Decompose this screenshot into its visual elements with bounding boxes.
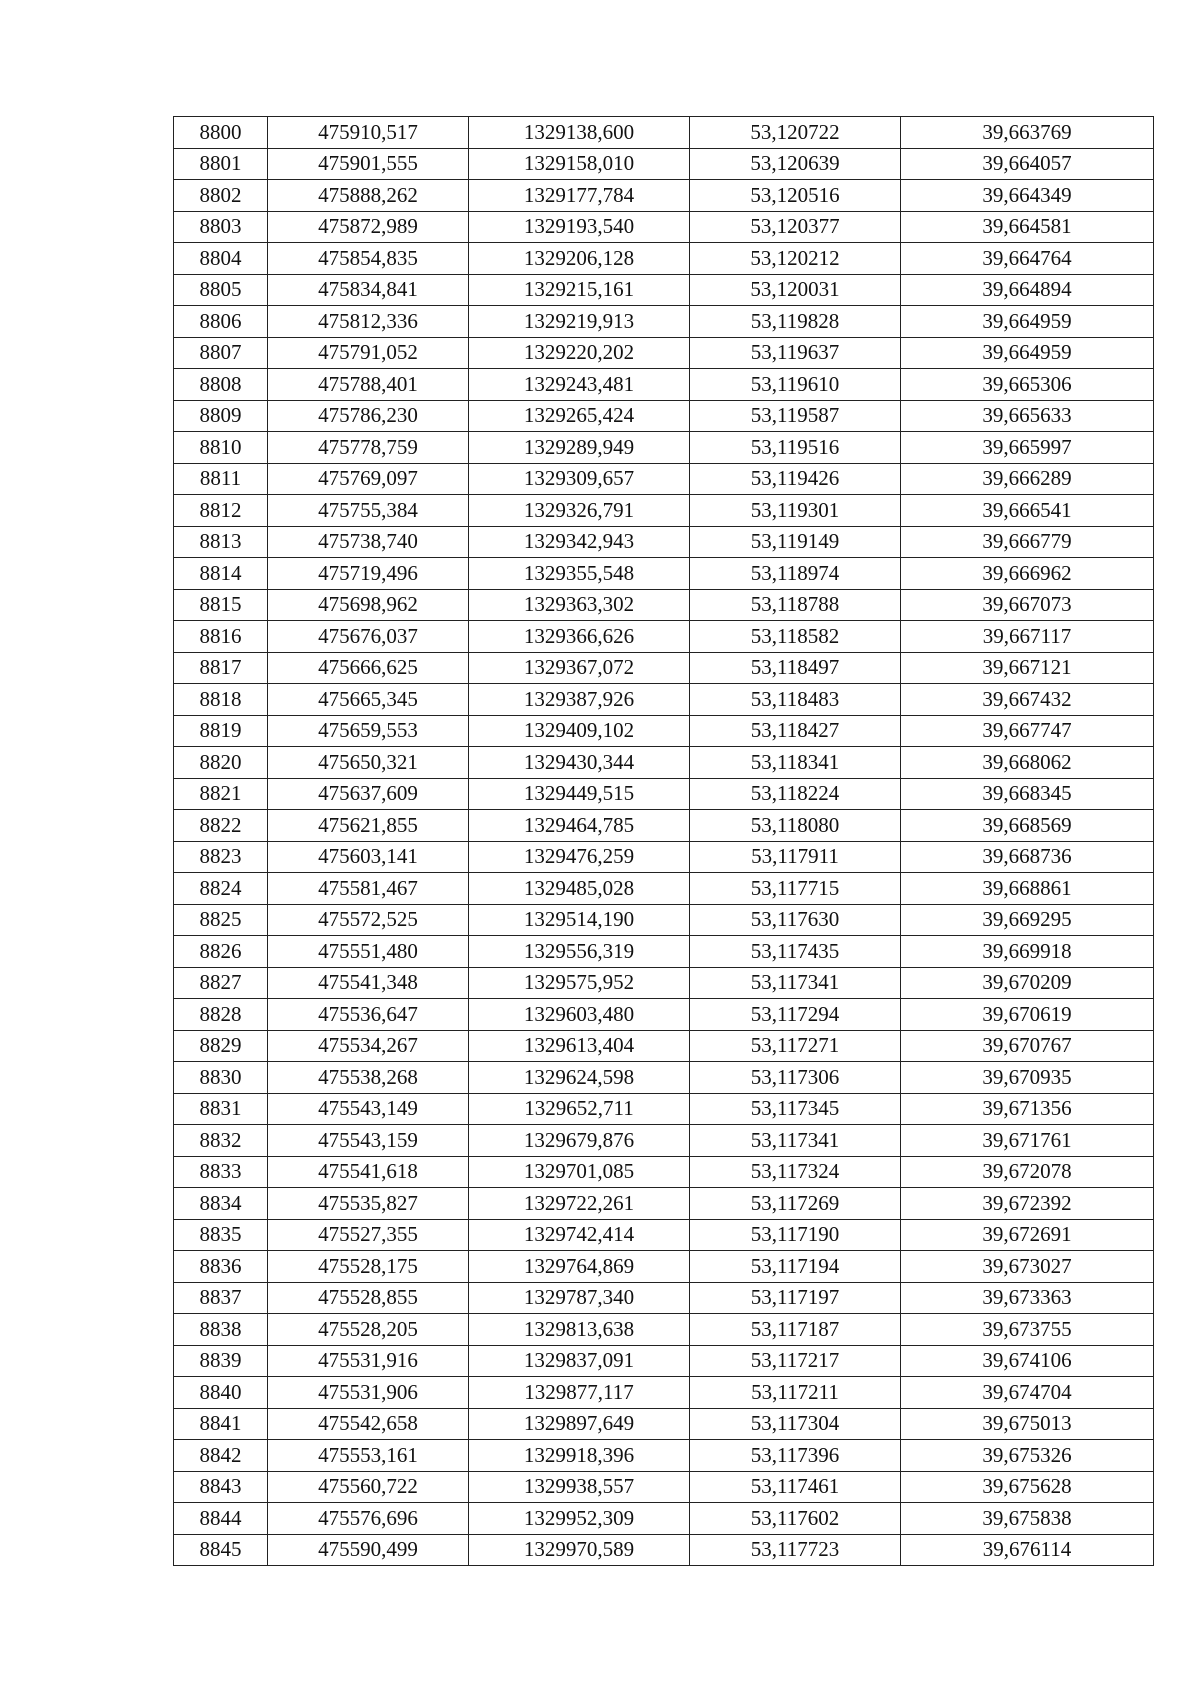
longitude-cell: 39,665306 — [901, 369, 1154, 401]
table-row — [174, 1251, 1154, 1283]
longitude-cell: 39,668062 — [901, 747, 1154, 779]
y-coordinate-cell: 1329366,626 — [469, 621, 690, 653]
point-number-cell: 8837 — [174, 1282, 268, 1314]
latitude-cell: 53,117341 — [690, 1125, 901, 1157]
x-coordinate-cell: 475581,467 — [268, 873, 469, 905]
latitude-cell: 53,117723 — [690, 1534, 901, 1566]
point-number-cell: 8830 — [174, 1062, 268, 1094]
latitude-cell: 53,117194 — [690, 1251, 901, 1283]
longitude-cell: 39,675013 — [901, 1408, 1154, 1440]
y-coordinate-cell: 1329219,913 — [469, 306, 690, 338]
point-number-cell: 8819 — [174, 715, 268, 747]
longitude-cell: 39,664764 — [901, 243, 1154, 275]
point-number-cell: 8824 — [174, 873, 268, 905]
table-row — [174, 463, 1154, 495]
y-coordinate-cell: 1329813,638 — [469, 1314, 690, 1346]
y-coordinate-cell: 1329877,117 — [469, 1377, 690, 1409]
latitude-cell: 53,119828 — [690, 306, 901, 338]
longitude-cell: 39,664057 — [901, 148, 1154, 180]
point-number-cell: 8828 — [174, 999, 268, 1031]
y-coordinate-cell: 1329342,943 — [469, 526, 690, 558]
longitude-cell: 39,667117 — [901, 621, 1154, 653]
latitude-cell: 53,117269 — [690, 1188, 901, 1220]
table-row — [174, 1534, 1154, 1566]
longitude-cell: 39,675326 — [901, 1440, 1154, 1472]
longitude-cell: 39,664959 — [901, 337, 1154, 369]
y-coordinate-cell: 1329603,480 — [469, 999, 690, 1031]
y-coordinate-cell: 1329764,869 — [469, 1251, 690, 1283]
x-coordinate-cell: 475901,555 — [268, 148, 469, 180]
longitude-cell: 39,665997 — [901, 432, 1154, 464]
latitude-cell: 53,118224 — [690, 778, 901, 810]
y-coordinate-cell: 1329514,190 — [469, 904, 690, 936]
table-row — [174, 715, 1154, 747]
x-coordinate-cell: 475528,855 — [268, 1282, 469, 1314]
x-coordinate-cell: 475786,230 — [268, 400, 469, 432]
latitude-cell: 53,120639 — [690, 148, 901, 180]
longitude-cell: 39,668736 — [901, 841, 1154, 873]
latitude-cell: 53,117341 — [690, 967, 901, 999]
y-coordinate-cell: 1329897,649 — [469, 1408, 690, 1440]
point-number-cell: 8823 — [174, 841, 268, 873]
table-row — [174, 432, 1154, 464]
x-coordinate-cell: 475576,696 — [268, 1503, 469, 1535]
x-coordinate-cell: 475778,759 — [268, 432, 469, 464]
latitude-cell: 53,117217 — [690, 1345, 901, 1377]
point-number-cell: 8817 — [174, 652, 268, 684]
latitude-cell: 53,117630 — [690, 904, 901, 936]
y-coordinate-cell: 1329652,711 — [469, 1093, 690, 1125]
x-coordinate-cell: 475698,962 — [268, 589, 469, 621]
longitude-cell: 39,670935 — [901, 1062, 1154, 1094]
x-coordinate-cell: 475834,841 — [268, 274, 469, 306]
latitude-cell: 53,118080 — [690, 810, 901, 842]
point-number-cell: 8838 — [174, 1314, 268, 1346]
table-row — [174, 1471, 1154, 1503]
y-coordinate-cell: 1329701,085 — [469, 1156, 690, 1188]
y-coordinate-cell: 1329326,791 — [469, 495, 690, 527]
latitude-cell: 53,118497 — [690, 652, 901, 684]
y-coordinate-cell: 1329309,657 — [469, 463, 690, 495]
x-coordinate-cell: 475543,159 — [268, 1125, 469, 1157]
latitude-cell: 53,117911 — [690, 841, 901, 873]
y-coordinate-cell: 1329289,949 — [469, 432, 690, 464]
y-coordinate-cell: 1329430,344 — [469, 747, 690, 779]
longitude-cell: 39,666779 — [901, 526, 1154, 558]
x-coordinate-cell: 475543,149 — [268, 1093, 469, 1125]
latitude-cell: 53,118974 — [690, 558, 901, 590]
point-number-cell: 8831 — [174, 1093, 268, 1125]
x-coordinate-cell: 475755,384 — [268, 495, 469, 527]
y-coordinate-cell: 1329624,598 — [469, 1062, 690, 1094]
y-coordinate-cell: 1329355,548 — [469, 558, 690, 590]
y-coordinate-cell: 1329265,424 — [469, 400, 690, 432]
x-coordinate-cell: 475528,175 — [268, 1251, 469, 1283]
latitude-cell: 53,119587 — [690, 400, 901, 432]
x-coordinate-cell: 475738,740 — [268, 526, 469, 558]
longitude-cell: 39,672392 — [901, 1188, 1154, 1220]
longitude-cell: 39,666541 — [901, 495, 1154, 527]
longitude-cell: 39,672078 — [901, 1156, 1154, 1188]
latitude-cell: 53,117306 — [690, 1062, 901, 1094]
latitude-cell: 53,120377 — [690, 211, 901, 243]
longitude-cell: 39,673027 — [901, 1251, 1154, 1283]
longitude-cell: 39,673363 — [901, 1282, 1154, 1314]
point-number-cell: 8810 — [174, 432, 268, 464]
table-row — [174, 369, 1154, 401]
latitude-cell: 53,117345 — [690, 1093, 901, 1125]
table-row — [174, 904, 1154, 936]
table-row — [174, 117, 1154, 149]
coordinates-table-body — [174, 117, 1154, 1566]
x-coordinate-cell: 475553,161 — [268, 1440, 469, 1472]
table-row — [174, 306, 1154, 338]
y-coordinate-cell: 1329367,072 — [469, 652, 690, 684]
point-number-cell: 8840 — [174, 1377, 268, 1409]
x-coordinate-cell: 475528,205 — [268, 1314, 469, 1346]
x-coordinate-cell: 475572,525 — [268, 904, 469, 936]
x-coordinate-cell: 475650,321 — [268, 747, 469, 779]
table-row — [174, 243, 1154, 275]
point-number-cell: 8814 — [174, 558, 268, 590]
point-number-cell: 8813 — [174, 526, 268, 558]
longitude-cell: 39,671761 — [901, 1125, 1154, 1157]
point-number-cell: 8836 — [174, 1251, 268, 1283]
longitude-cell: 39,670767 — [901, 1030, 1154, 1062]
point-number-cell: 8808 — [174, 369, 268, 401]
longitude-cell: 39,669918 — [901, 936, 1154, 968]
latitude-cell: 53,119149 — [690, 526, 901, 558]
x-coordinate-cell: 475666,625 — [268, 652, 469, 684]
x-coordinate-cell: 475542,658 — [268, 1408, 469, 1440]
latitude-cell: 53,118427 — [690, 715, 901, 747]
x-coordinate-cell: 475659,553 — [268, 715, 469, 747]
point-number-cell: 8835 — [174, 1219, 268, 1251]
y-coordinate-cell: 1329742,414 — [469, 1219, 690, 1251]
latitude-cell: 53,117715 — [690, 873, 901, 905]
longitude-cell: 39,666289 — [901, 463, 1154, 495]
x-coordinate-cell: 475535,827 — [268, 1188, 469, 1220]
longitude-cell: 39,668569 — [901, 810, 1154, 842]
point-number-cell: 8807 — [174, 337, 268, 369]
table-row — [174, 526, 1154, 558]
point-number-cell: 8806 — [174, 306, 268, 338]
y-coordinate-cell: 1329138,600 — [469, 117, 690, 149]
table-row — [174, 1503, 1154, 1535]
y-coordinate-cell: 1329193,540 — [469, 211, 690, 243]
longitude-cell: 39,667432 — [901, 684, 1154, 716]
latitude-cell: 53,117324 — [690, 1156, 901, 1188]
latitude-cell: 53,119516 — [690, 432, 901, 464]
longitude-cell: 39,675628 — [901, 1471, 1154, 1503]
latitude-cell: 53,117602 — [690, 1503, 901, 1535]
y-coordinate-cell: 1329575,952 — [469, 967, 690, 999]
y-coordinate-cell: 1329556,319 — [469, 936, 690, 968]
y-coordinate-cell: 1329363,302 — [469, 589, 690, 621]
table-row — [174, 180, 1154, 212]
y-coordinate-cell: 1329952,309 — [469, 1503, 690, 1535]
table-row — [174, 999, 1154, 1031]
table-row — [174, 558, 1154, 590]
table-row — [174, 936, 1154, 968]
point-number-cell: 8811 — [174, 463, 268, 495]
latitude-cell: 53,117211 — [690, 1377, 901, 1409]
x-coordinate-cell: 475531,916 — [268, 1345, 469, 1377]
table-row — [174, 1030, 1154, 1062]
y-coordinate-cell: 1329722,261 — [469, 1188, 690, 1220]
x-coordinate-cell: 475872,989 — [268, 211, 469, 243]
table-row — [174, 1282, 1154, 1314]
table-row — [174, 1408, 1154, 1440]
longitude-cell: 39,666962 — [901, 558, 1154, 590]
x-coordinate-cell: 475527,355 — [268, 1219, 469, 1251]
point-number-cell: 8833 — [174, 1156, 268, 1188]
y-coordinate-cell: 1329409,102 — [469, 715, 690, 747]
longitude-cell: 39,663769 — [901, 117, 1154, 149]
point-number-cell: 8839 — [174, 1345, 268, 1377]
table-row — [174, 1314, 1154, 1346]
point-number-cell: 8818 — [174, 684, 268, 716]
table-row — [174, 211, 1154, 243]
point-number-cell: 8820 — [174, 747, 268, 779]
longitude-cell: 39,670619 — [901, 999, 1154, 1031]
longitude-cell: 39,667073 — [901, 589, 1154, 621]
longitude-cell: 39,665633 — [901, 400, 1154, 432]
table-row — [174, 621, 1154, 653]
x-coordinate-cell: 475788,401 — [268, 369, 469, 401]
table-row — [174, 684, 1154, 716]
longitude-cell: 39,667747 — [901, 715, 1154, 747]
point-number-cell: 8845 — [174, 1534, 268, 1566]
point-number-cell: 8804 — [174, 243, 268, 275]
y-coordinate-cell: 1329787,340 — [469, 1282, 690, 1314]
y-coordinate-cell: 1329206,128 — [469, 243, 690, 275]
x-coordinate-cell: 475536,647 — [268, 999, 469, 1031]
latitude-cell: 53,117435 — [690, 936, 901, 968]
y-coordinate-cell: 1329215,161 — [469, 274, 690, 306]
table-row — [174, 589, 1154, 621]
x-coordinate-cell: 475534,267 — [268, 1030, 469, 1062]
coordinates-table — [173, 116, 1154, 1566]
table-row — [174, 400, 1154, 432]
x-coordinate-cell: 475531,906 — [268, 1377, 469, 1409]
latitude-cell: 53,117396 — [690, 1440, 901, 1472]
x-coordinate-cell: 475603,141 — [268, 841, 469, 873]
point-number-cell: 8829 — [174, 1030, 268, 1062]
x-coordinate-cell: 475888,262 — [268, 180, 469, 212]
longitude-cell: 39,664581 — [901, 211, 1154, 243]
longitude-cell: 39,670209 — [901, 967, 1154, 999]
point-number-cell: 8816 — [174, 621, 268, 653]
point-number-cell: 8822 — [174, 810, 268, 842]
point-number-cell: 8841 — [174, 1408, 268, 1440]
point-number-cell: 8842 — [174, 1440, 268, 1472]
latitude-cell: 53,117190 — [690, 1219, 901, 1251]
latitude-cell: 53,119637 — [690, 337, 901, 369]
point-number-cell: 8800 — [174, 117, 268, 149]
table-row — [174, 274, 1154, 306]
point-number-cell: 8832 — [174, 1125, 268, 1157]
x-coordinate-cell: 475541,618 — [268, 1156, 469, 1188]
latitude-cell: 53,119426 — [690, 463, 901, 495]
longitude-cell: 39,674106 — [901, 1345, 1154, 1377]
point-number-cell: 8821 — [174, 778, 268, 810]
x-coordinate-cell: 475621,855 — [268, 810, 469, 842]
x-coordinate-cell: 475637,609 — [268, 778, 469, 810]
table-row — [174, 1377, 1154, 1409]
longitude-cell: 39,673755 — [901, 1314, 1154, 1346]
latitude-cell: 53,117187 — [690, 1314, 901, 1346]
y-coordinate-cell: 1329243,481 — [469, 369, 690, 401]
y-coordinate-cell: 1329220,202 — [469, 337, 690, 369]
latitude-cell: 53,117304 — [690, 1408, 901, 1440]
y-coordinate-cell: 1329485,028 — [469, 873, 690, 905]
latitude-cell: 53,119610 — [690, 369, 901, 401]
longitude-cell: 39,668861 — [901, 873, 1154, 905]
y-coordinate-cell: 1329679,876 — [469, 1125, 690, 1157]
x-coordinate-cell: 475769,097 — [268, 463, 469, 495]
y-coordinate-cell: 1329613,404 — [469, 1030, 690, 1062]
table-row — [174, 1125, 1154, 1157]
x-coordinate-cell: 475910,517 — [268, 117, 469, 149]
point-number-cell: 8809 — [174, 400, 268, 432]
latitude-cell: 53,118483 — [690, 684, 901, 716]
table-row — [174, 652, 1154, 684]
latitude-cell: 53,117294 — [690, 999, 901, 1031]
longitude-cell: 39,668345 — [901, 778, 1154, 810]
table-row — [174, 1156, 1154, 1188]
y-coordinate-cell: 1329449,515 — [469, 778, 690, 810]
y-coordinate-cell: 1329177,784 — [469, 180, 690, 212]
x-coordinate-cell: 475719,496 — [268, 558, 469, 590]
table-row — [174, 778, 1154, 810]
latitude-cell: 53,120516 — [690, 180, 901, 212]
point-number-cell: 8843 — [174, 1471, 268, 1503]
x-coordinate-cell: 475854,835 — [268, 243, 469, 275]
point-number-cell: 8803 — [174, 211, 268, 243]
longitude-cell: 39,667121 — [901, 652, 1154, 684]
latitude-cell: 53,118788 — [690, 589, 901, 621]
table-row — [174, 1440, 1154, 1472]
latitude-cell: 53,120212 — [690, 243, 901, 275]
longitude-cell: 39,675838 — [901, 1503, 1154, 1535]
table-row — [174, 810, 1154, 842]
latitude-cell: 53,119301 — [690, 495, 901, 527]
x-coordinate-cell: 475590,499 — [268, 1534, 469, 1566]
x-coordinate-cell: 475791,052 — [268, 337, 469, 369]
y-coordinate-cell: 1329837,091 — [469, 1345, 690, 1377]
latitude-cell: 53,117271 — [690, 1030, 901, 1062]
table-row — [174, 148, 1154, 180]
x-coordinate-cell: 475560,722 — [268, 1471, 469, 1503]
table-row — [174, 747, 1154, 779]
table-row — [174, 1093, 1154, 1125]
y-coordinate-cell: 1329918,396 — [469, 1440, 690, 1472]
table-row — [174, 841, 1154, 873]
longitude-cell: 39,676114 — [901, 1534, 1154, 1566]
latitude-cell: 53,118582 — [690, 621, 901, 653]
point-number-cell: 8805 — [174, 274, 268, 306]
longitude-cell: 39,664894 — [901, 274, 1154, 306]
x-coordinate-cell: 475541,348 — [268, 967, 469, 999]
latitude-cell: 53,117461 — [690, 1471, 901, 1503]
y-coordinate-cell: 1329938,557 — [469, 1471, 690, 1503]
x-coordinate-cell: 475676,037 — [268, 621, 469, 653]
longitude-cell: 39,664959 — [901, 306, 1154, 338]
y-coordinate-cell: 1329158,010 — [469, 148, 690, 180]
y-coordinate-cell: 1329387,926 — [469, 684, 690, 716]
latitude-cell: 53,120031 — [690, 274, 901, 306]
point-number-cell: 8826 — [174, 936, 268, 968]
point-number-cell: 8802 — [174, 180, 268, 212]
longitude-cell: 39,671356 — [901, 1093, 1154, 1125]
point-number-cell: 8825 — [174, 904, 268, 936]
table-row — [174, 873, 1154, 905]
point-number-cell: 8801 — [174, 148, 268, 180]
x-coordinate-cell: 475812,336 — [268, 306, 469, 338]
latitude-cell: 53,118341 — [690, 747, 901, 779]
y-coordinate-cell: 1329476,259 — [469, 841, 690, 873]
longitude-cell: 39,669295 — [901, 904, 1154, 936]
point-number-cell: 8844 — [174, 1503, 268, 1535]
table-row — [174, 337, 1154, 369]
longitude-cell: 39,674704 — [901, 1377, 1154, 1409]
table-row — [174, 1219, 1154, 1251]
longitude-cell: 39,664349 — [901, 180, 1154, 212]
table-row — [174, 1188, 1154, 1220]
x-coordinate-cell: 475665,345 — [268, 684, 469, 716]
point-number-cell: 8827 — [174, 967, 268, 999]
table-row — [174, 1345, 1154, 1377]
y-coordinate-cell: 1329464,785 — [469, 810, 690, 842]
x-coordinate-cell: 475551,480 — [268, 936, 469, 968]
latitude-cell: 53,120722 — [690, 117, 901, 149]
table-row — [174, 967, 1154, 999]
latitude-cell: 53,117197 — [690, 1282, 901, 1314]
table-row — [174, 495, 1154, 527]
table-row — [174, 1062, 1154, 1094]
point-number-cell: 8812 — [174, 495, 268, 527]
longitude-cell: 39,672691 — [901, 1219, 1154, 1251]
x-coordinate-cell: 475538,268 — [268, 1062, 469, 1094]
y-coordinate-cell: 1329970,589 — [469, 1534, 690, 1566]
point-number-cell: 8815 — [174, 589, 268, 621]
point-number-cell: 8834 — [174, 1188, 268, 1220]
